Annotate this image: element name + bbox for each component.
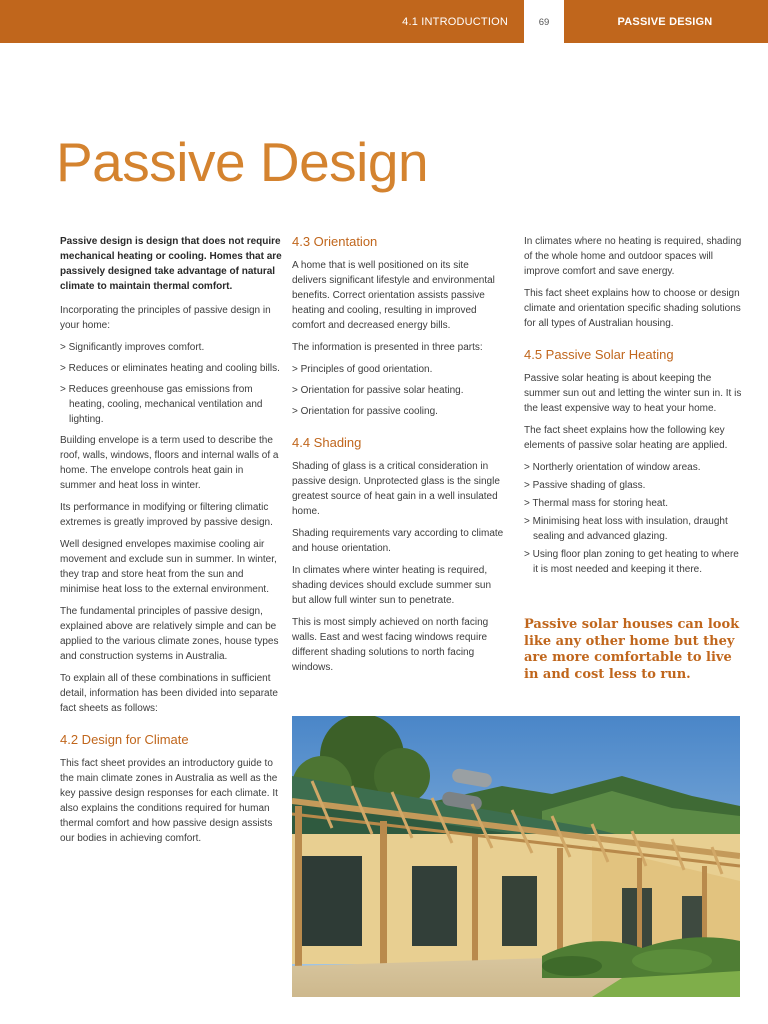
bullet-item: > Orientation for passive solar heating. <box>292 385 464 396</box>
section-label: 4.1 INTRODUCTION <box>402 16 508 28</box>
house-photo <box>292 716 740 997</box>
section-heading-4-5: 4.5 Passive Solar Heating <box>524 347 674 362</box>
bullet-item: > Thermal mass for storing heat. <box>524 498 669 509</box>
paragraph: Passive solar heating is about keeping the summer sun out and letting the winter sun in. It is the least expensive way to heat your home. <box>524 373 742 414</box>
column-3 <box>524 234 744 580</box>
section-heading-4-4: 4.4 Shading <box>292 435 362 450</box>
bullet-item: > Passive shading of glass. <box>524 480 646 491</box>
pull-quote: Passive solar houses can look like any other home but they are more comfortable to live in and cost less to run. <box>524 617 740 682</box>
section-heading-4-3: 4.3 Orientation <box>292 234 378 249</box>
paragraph: This is most simply achieved on north facing walls. East and west facing windows require different shading solutions to north facing windows. <box>292 617 489 673</box>
bullet-item: > Principles of good orientation. <box>292 364 433 375</box>
section-heading-4-2: 4.2 Design for Climate <box>60 732 189 747</box>
paragraph: Well designed envelopes maximise cooling air movement and exclude sun in summer. In winter, they trap and store heat from the sun and minimise heat loss to the external environment. <box>60 539 277 595</box>
column-1 <box>60 234 282 853</box>
bullet-item: > Minimising heat loss with insulation, draught sealing and advanced glazing. <box>524 516 728 542</box>
chapter-label: PASSIVE DESIGN <box>617 16 713 28</box>
bullet-item: > Using floor plan zoning to get heating to where it is most needed and keeping it there. <box>524 549 739 575</box>
bullet-item: > Northerly orientation of window areas. <box>524 462 701 473</box>
page-number: 69 <box>538 17 550 28</box>
paragraph: A home that is well positioned on its site delivers significant lifestyle and environmental benefits. Correct orientation assists passive heating and cooling, resulting in improved comfort and decreased energy bills. <box>292 260 495 331</box>
bullet-item: > Reduces or eliminates heating and cooling bills. <box>60 363 280 374</box>
paragraph: In climates where no heating is required, shading of the whole home and outdoor spaces will improve comfort and save energy. <box>524 236 742 277</box>
paragraph: Its performance in modifying or filtering climatic extremes is greatly improved by passive design. <box>60 502 273 528</box>
paragraph: The fact sheet explains how the following key elements of passive solar heating are applied. <box>524 425 728 451</box>
bullet-item: > Reduces greenhouse gas emissions from heating, cooling, mechanical ventilation and lighting. <box>60 384 263 425</box>
paragraph: The information is presented in three parts: <box>292 342 483 353</box>
paragraph: The fundamental principles of passive design, explained above are relatively simple and can be applied to the various climate zones, house types and construction systems in Australia. <box>60 606 279 662</box>
page-title: Passive Design <box>56 131 429 193</box>
paragraph: Building envelope is a term used to describe the roof, walls, windows, floors and internal walls of a home. The envelope controls heat gain in summer and heat loss in winter. <box>60 435 279 491</box>
column-2 <box>292 234 504 682</box>
lead-paragraph: Passive design is design that does not require mechanical heating or cooling. Homes that are passively designed take advantage of natural climate to maintain thermal comfort. <box>60 236 282 292</box>
paragraph: To explain all of these combinations in sufficient detail, information has been divided into separate fact sheets as follows: <box>60 673 278 714</box>
paragraph: This fact sheet provides an introductory guide to the main climate zones in Australia as well as the key passive design responses for each climate. It also explains the conditions required for human thermal comfort and how passive design assists our bodies in achieving comfort. <box>60 758 278 844</box>
paragraph: Shading of glass is a critical consideration in passive design. Unprotected glass is the single greatest source of heat gain in a well insulated home. <box>292 461 500 517</box>
paragraph: This fact sheet explains how to choose or design climate and orientation specific shading solutions for all types of Australian housing. <box>524 288 741 329</box>
paragraph: In climates where winter heating is required, shading devices should exclude summer sun but allow full winter sun to penetrate. <box>292 565 491 606</box>
paragraph: Incorporating the principles of passive design in your home: <box>60 305 271 331</box>
bullet-item: > Significantly improves comfort. <box>60 342 205 353</box>
bullet-item: > Orientation for passive cooling. <box>292 406 438 417</box>
paragraph: Shading requirements vary according to climate and house orientation. <box>292 528 504 554</box>
